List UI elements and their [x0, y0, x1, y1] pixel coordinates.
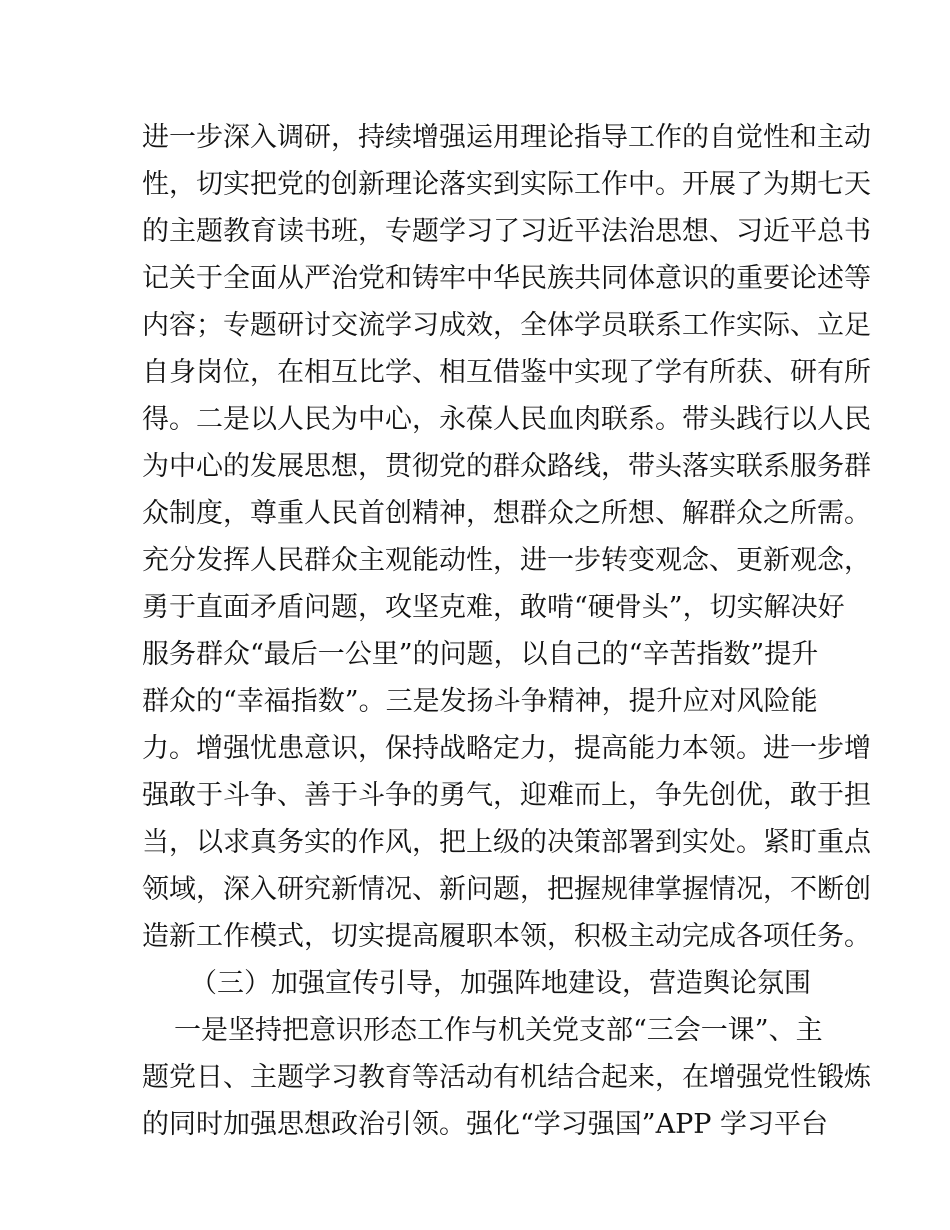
- paragraph-2-line-3: 的同时加强思想政治引领。强化“学习强国”APP 学习平台: [142, 1109, 829, 1140]
- paragraph-1-line-10: 充分发挥人民群众主观能动性，进一步转变观念、更新观念，: [142, 545, 871, 576]
- section-heading: （三）加强宣传引导，加强阵地建设，营造舆论氛围: [190, 968, 811, 999]
- paragraph-1-line-3: 的主题教育读书班，专题学习了习近平法治思想、习近平总书: [142, 216, 871, 247]
- paragraph-1-line-12: 服务群众“最后一公里”的问题，以自己的“辛苦指数”提升: [142, 639, 819, 670]
- paragraph-1-line-18: 造新工作模式，切实提高履职本领，积极主动完成各项任务。: [142, 921, 871, 952]
- paragraph-1-line-16: 当，以求真务实的作风，把上级的决策部署到实处。紧盯重点: [142, 827, 871, 858]
- paragraph-1-line-13: 群众的“幸福指数”。三是发扬斗争精神，提升应对风险能: [142, 686, 818, 717]
- paragraph-1-line-1: 进一步深入调研，持续增强运用理论指导工作的自觉性和主动: [142, 122, 871, 153]
- paragraph-1-line-4: 记关于全面从严治党和铸牢中华民族共同体意识的重要论述等: [142, 263, 871, 294]
- paragraph-1-line-17: 领域，深入研究新情况、新问题，把握规律掌握情况，不断创: [142, 874, 871, 905]
- paragraph-2-line-2: 题党日、主题学习教育等活动有机结合起来，在增强党性锻炼: [142, 1062, 871, 1093]
- paragraph-1-line-11: 勇于直面矛盾问题，攻坚克难，敢啃“硬骨头”，切实解决好: [142, 592, 845, 623]
- paragraph-1-line-14: 力。增强忧患意识，保持战略定力，提高能力本领。进一步增: [142, 733, 871, 764]
- paragraph-1-line-7: 得。二是以人民为中心，永葆人民血肉联系。带头践行以人民: [142, 404, 871, 435]
- paragraph-2-line-1: 一是坚持把意识形态工作与机关党支部“三会一课”、主: [174, 1015, 823, 1046]
- paragraph-1-line-5: 内容；专题研讨交流学习成效，全体学员联系工作实际、立足: [142, 310, 871, 341]
- paragraph-1-line-8: 为中心的发展思想，贯彻党的群众路线，带头落实联系服务群: [142, 451, 871, 482]
- paragraph-1-line-6: 自身岗位，在相互比学、相互借鉴中实现了学有所获、研有所: [142, 357, 871, 388]
- paragraph-1-line-15: 强敢于斗争、善于斗争的勇气，迎难而上，争先创优，敢于担: [142, 780, 871, 811]
- paragraph-1-line-9: 众制度，尊重人民首创精神，想群众之所想、解群众之所需。: [142, 498, 871, 529]
- paragraph-1-line-2: 性，切实把党的创新理论落实到实际工作中。开展了为期七天: [142, 169, 871, 200]
